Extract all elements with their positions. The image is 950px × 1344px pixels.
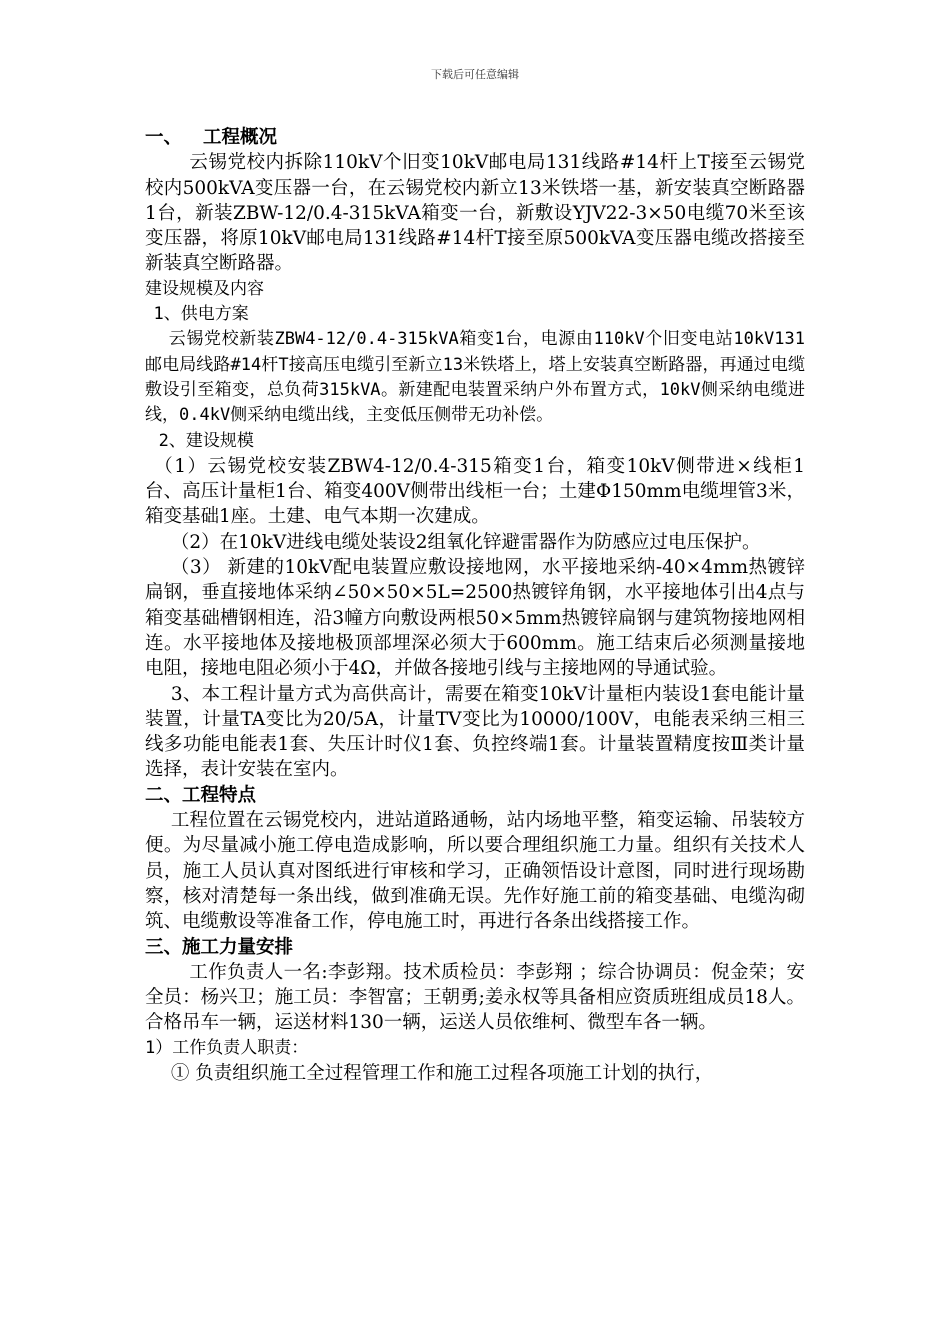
section-2-paragraph: 工程位置在云锡党校内，进站道路通畅，站内场地平整，箱变运输、吊装较方便。为尽量减小施工停电造成影响，所以要合理组织施工力量。组织有关技术人员，施工人员认真对图纸进行审核和学习，正确领悟设计意图，同时进行现场勘察，核对清楚每一条出线，做到准确无误。先作好施工前的箱变基础、电缆沟砌筑、电缆敷设等准备工作，停电施工时，再进行各条出线搭接工作。: [145, 810, 805, 933]
item-3-paragraph: 3、本工程计量方式为高供高计，需要在箱变10kV计量柜内装设1套电能计量装置，计量TA变比为20/5A，计量TV变比为10000/100V，电能表采纳三相三线多功能电能表1套、失压计时仪1套、负控终端1套。计量装置精度按Ⅲ类计量选择，表计安装在室内。: [145, 683, 805, 781]
section-1-number: 一、: [145, 127, 183, 148]
section-3-item-1-paragraph: ① 负责组织施工全过程管理工作和施工过程各项施工计划的执行，: [170, 1062, 714, 1084]
section-1-heading: [145, 125, 805, 150]
item-2-paragraph-2: （2）在10kV进线电缆处装设2组氧化锌避雷器作为防感应过电压保护。: [170, 531, 761, 553]
section-3-heading: 三、施工力量安排: [145, 936, 294, 958]
section-1-subheading: 建设规模及内容: [145, 278, 264, 299]
header-note: 下载后可任意编辑: [431, 68, 519, 81]
section-3-item-1-heading: 1）工作负责人职责：: [145, 1037, 309, 1058]
section-2-heading: 二、工程特点: [145, 784, 257, 806]
item-2-paragraph-1: （1）云锡党校安装ZBW4-12/0.4-315箱变1台，箱变10kV侧带进×线柜1台、高压计量柜1台、箱变400V侧带出线柜一台；土建Φ150mm电缆埋管3米，箱变基础1座。土建、电气本期一次建成。: [145, 455, 805, 528]
item-1-paragraph: 云锡党校新装ZBW4-12/0.4-315kVA箱变1台，电源由110kV个旧变电站10kV131邮电局线路#14杆T接高压电缆引至新立13米铁塔上，塔上安装真空断路器，再通过电缆敷设引至箱变，总负荷315kVA。新建配电装置采纳户外布置方式，10kV侧采纳电缆进线，0.4kV侧采纳电缆出线，主变低压侧带无功补偿。: [145, 329, 805, 426]
item-2-heading: 2、建设规模: [158, 430, 254, 451]
item-2-paragraph-3: （3） 新建的10kV配电装置应敷设接地网，水平接地采纳-40×4mm热镀锌扁钢，垂直接地体采纳∠50×50×5L=2500热镀锌角钢，水平接地体引出4点与箱变基础槽钢相连，沿3幢方向敷设两根50×5mm热镀锌扁钢与建筑物接地网相连。水平接地体及接地极顶部埋深必须大于600mm。施工结束后必须测量接地电阻，接地电阻必须小于4Ω，并做各接地引线与主接地网的导通试验。: [145, 557, 805, 680]
section-1-title: 工程概况: [203, 127, 278, 148]
item-1-heading: 1、供电方案: [153, 304, 249, 325]
section-1-paragraph: 云锡党校内拆除110kV个旧变10kV邮电局131线路#14杆上T接至云锡党校内500kVA变压器一台，在云锡党校内新立13米铁塔一基，新安装真空断路器1台，新装ZBW-12/0.4-315kVA箱变一台，新敷设YJV22-3×50电缆70米至该变压器，将原10kV邮电局131线路#14杆T接至原500kVA变压器电缆改搭接至新装真空断路器。: [145, 152, 805, 275]
document-body: [145, 125, 805, 1086]
section-3-paragraph: 工作负责人一名:李彭翔。技术质检员：李彭翔 ；综合协调员：倪金荣；安全员：杨兴卫；施工员：李智富；王朝勇;姜永权等具备相应资质班组成员18人。合格吊车一辆，运送材料130一辆，运送人员依维柯、微型车各一辆。: [145, 961, 805, 1034]
